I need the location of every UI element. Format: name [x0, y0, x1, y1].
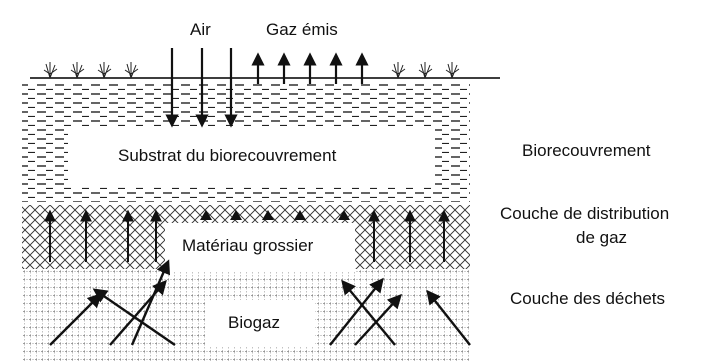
coarse-material-box-lower: [165, 262, 355, 272]
biogas-label: Biogaz: [228, 313, 280, 332]
vegetation-left: [44, 62, 138, 78]
coarse-material-label: Matériau grossier: [182, 236, 314, 255]
emitted-gas-arrows: [258, 55, 362, 84]
waste-layer-legend: Couche des déchets: [510, 289, 665, 308]
air-label: Air: [190, 20, 211, 39]
gas-distribution-legend-line2: de gaz: [576, 228, 628, 247]
vegetation-right: [392, 62, 459, 78]
substrate-label: Substrat du biorecouvrement: [118, 146, 337, 165]
biocover-legend: Biorecouvrement: [522, 141, 651, 160]
emitted-gas-label: Gaz émis: [266, 20, 338, 39]
gas-distribution-legend-line1: Couche de distribution: [500, 204, 670, 223]
